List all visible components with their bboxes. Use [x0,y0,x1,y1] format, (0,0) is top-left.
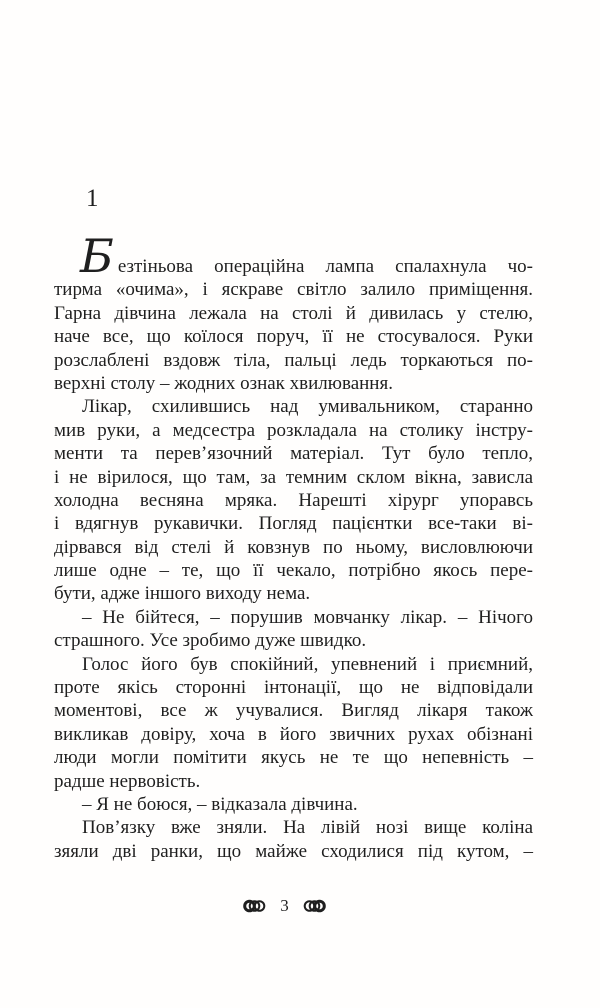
text-line: Пов’язку вже зняли. На лівій нозі вище коліна [82,817,533,839]
text-line: викликав довіру, хоча в його звичних рухах обізнані [54,723,533,745]
text-line: лише одне – те, що її чекало, потрібно якось пере- [54,560,533,582]
text-line: – Не бійтеся, – порушив мовчанку лікар. – Нічого [82,606,533,628]
text-line: розслаблені вздовж тіла, пальці ледь торкаються по- [54,349,533,371]
text-line: – Я не боюся, – відказала дівчина. [82,793,358,815]
page-footer [45,896,524,916]
paragraph [54,653,533,793]
text-line: мив руки, а медсестра розкладала на столику інстру- [54,419,533,441]
text-line: менти та перев’язочний матеріал. Тут було тепло, [54,443,533,465]
text-line: наче все, що коїлося поруч, її не стосувалося. Руки [54,326,533,348]
triple-rings-left-icon [243,899,266,913]
text-line: верхні столу – жодних ознак хвилювання. [54,372,393,394]
text-line: Гарна дівчина лежала на столі й дивилась у стелю, [54,302,533,324]
text-line: бути, адже іншого виходу нема. [54,583,311,605]
paragraph [54,816,533,863]
drop-cap: Б [80,229,114,283]
text-line: моментові, все ж учувалися. Вигляд лікаря також [54,700,533,722]
chapter-number: 1 [86,185,99,212]
text-line: тирма «очима», і яскраве світло залило приміщення. [54,279,533,301]
text-line [54,229,533,283]
text-line: радше нервовість. [54,770,201,792]
text-line: Лікар, схилившись над умивальником, старанно [82,396,533,418]
triple-rings-right-icon [303,899,326,913]
page-number: 3 [280,896,289,915]
text-line: люди могли помітити якусь не те що непевність – [54,747,533,769]
text-block [54,229,533,863]
paragraph [54,606,533,653]
text-line: і не вірилося, що там, за темним склом вікна, зависла [54,466,533,488]
text-line-content: езтіньова операційна лампа спалахнула чо- [117,256,533,277]
paragraph [54,793,533,816]
text-line: і вдягнув рукавички. Погляд пацієнтки все-таки ві- [54,513,533,535]
text-line: зяяли дві ранки, що майже сходилися під кутом, – [54,840,533,862]
text-line: холодна весняна мряка. Нарешті хірург упоравсь [54,489,533,511]
text-line: Голос його був спокійний, упевнений і приємний, [82,653,533,675]
text-line: страшного. Усе зробимо дуже швидко. [54,630,367,652]
paragraph [54,229,533,395]
paragraph [54,395,533,606]
text-line: дірвався від стелі й ковзнув по ньому, висловлюючи [54,536,533,558]
text-line: проте якісь сторонні інтонації, що не відповідали [54,677,533,699]
